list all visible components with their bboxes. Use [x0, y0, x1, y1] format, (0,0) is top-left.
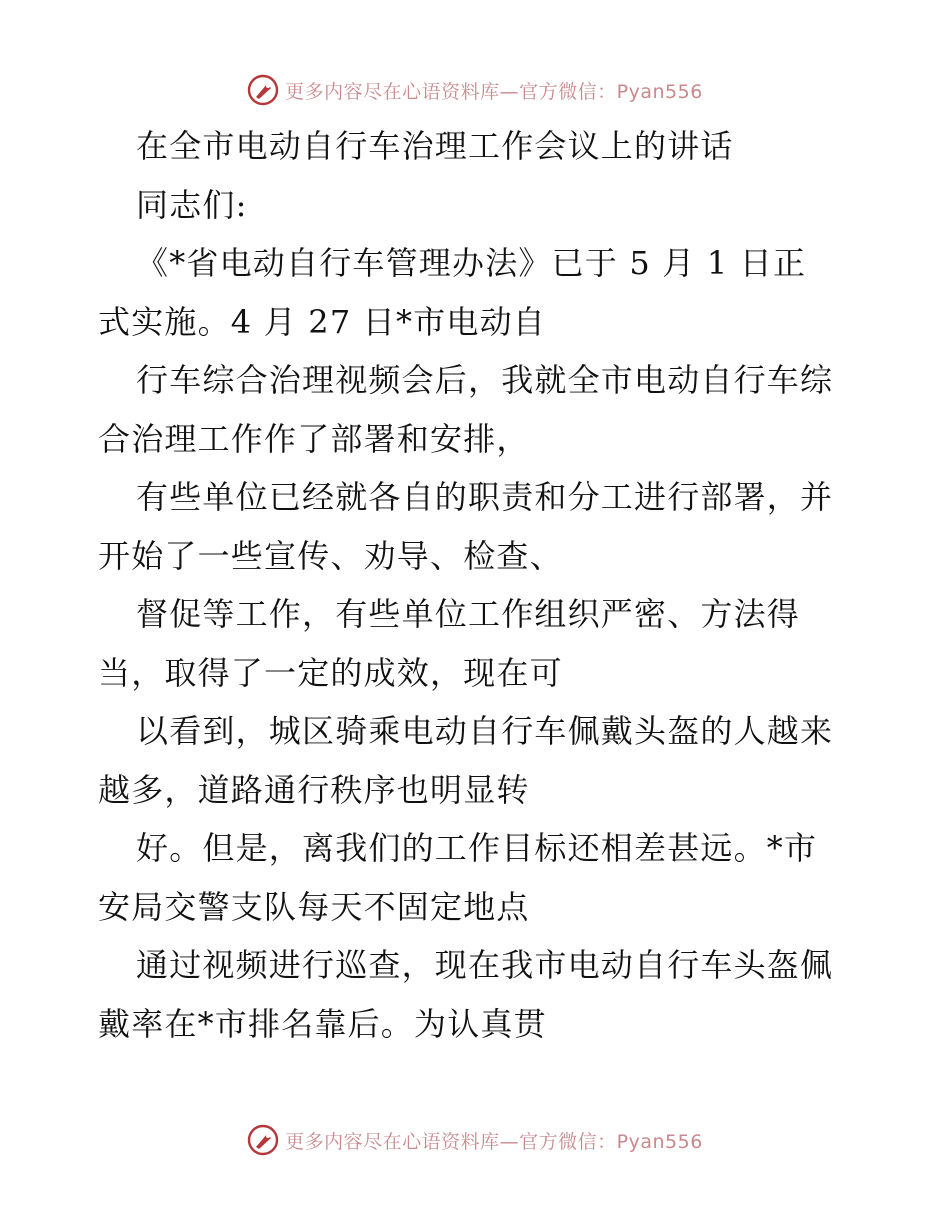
watermark-text: 更多内容尽在心语资料库—官方微信：Pyan556 [285, 1130, 703, 1153]
paragraph-line: 开始了一些宣传、劝导、检查、 [98, 536, 563, 575]
paragraph-line: 有些单位已经就各自的职责和分工进行部署，并 [136, 478, 834, 516]
watermark-text: 更多内容尽在心语资料库—官方微信：Pyan556 [285, 80, 703, 103]
header-watermark-banner [0, 70, 950, 110]
pen-nib-seal-logo-icon [247, 74, 279, 106]
paragraph-line: 戴率在*市排名靠后。为认真贯 [98, 1004, 547, 1043]
paragraph-line: 安局交警支队每天不固定地点 [98, 887, 530, 926]
document-body [98, 117, 858, 1053]
paragraph-line: 通过视频进行巡查，现在我市电动自行车头盔佩 [136, 946, 834, 984]
paragraph-line: 式实施。4 月 27 日*市电动自 [98, 302, 546, 341]
document-title: 在全市电动自行车治理工作会议上的讲话 [136, 127, 734, 165]
paragraph-line: 以看到，城区骑乘电动自行车佩戴头盔的人越来 [136, 712, 834, 750]
paragraph-line: 好。但是，离我们的工作目标还相差甚远。*市 [136, 829, 818, 867]
paragraph-line: 当，取得了一定的成效，现在可 [98, 653, 563, 692]
salutation: 同志们: [136, 185, 248, 224]
paragraph-line: 越多，道路通行秩序也明显转 [98, 770, 530, 809]
paragraph-line: 督促等工作，有些单位工作组织严密、方法得 [136, 595, 801, 633]
footer-watermark-banner [0, 1120, 950, 1160]
paragraph-line: 合治理工作作了部署和安排， [98, 419, 530, 458]
pen-nib-seal-logo-icon [247, 1124, 279, 1156]
paragraph-line: 《*省电动自行车管理办法》已于 5 月 1 日正 [136, 244, 807, 282]
paragraph-line: 行车综合治理视频会后，我就全市电动自行车综 [136, 361, 834, 399]
